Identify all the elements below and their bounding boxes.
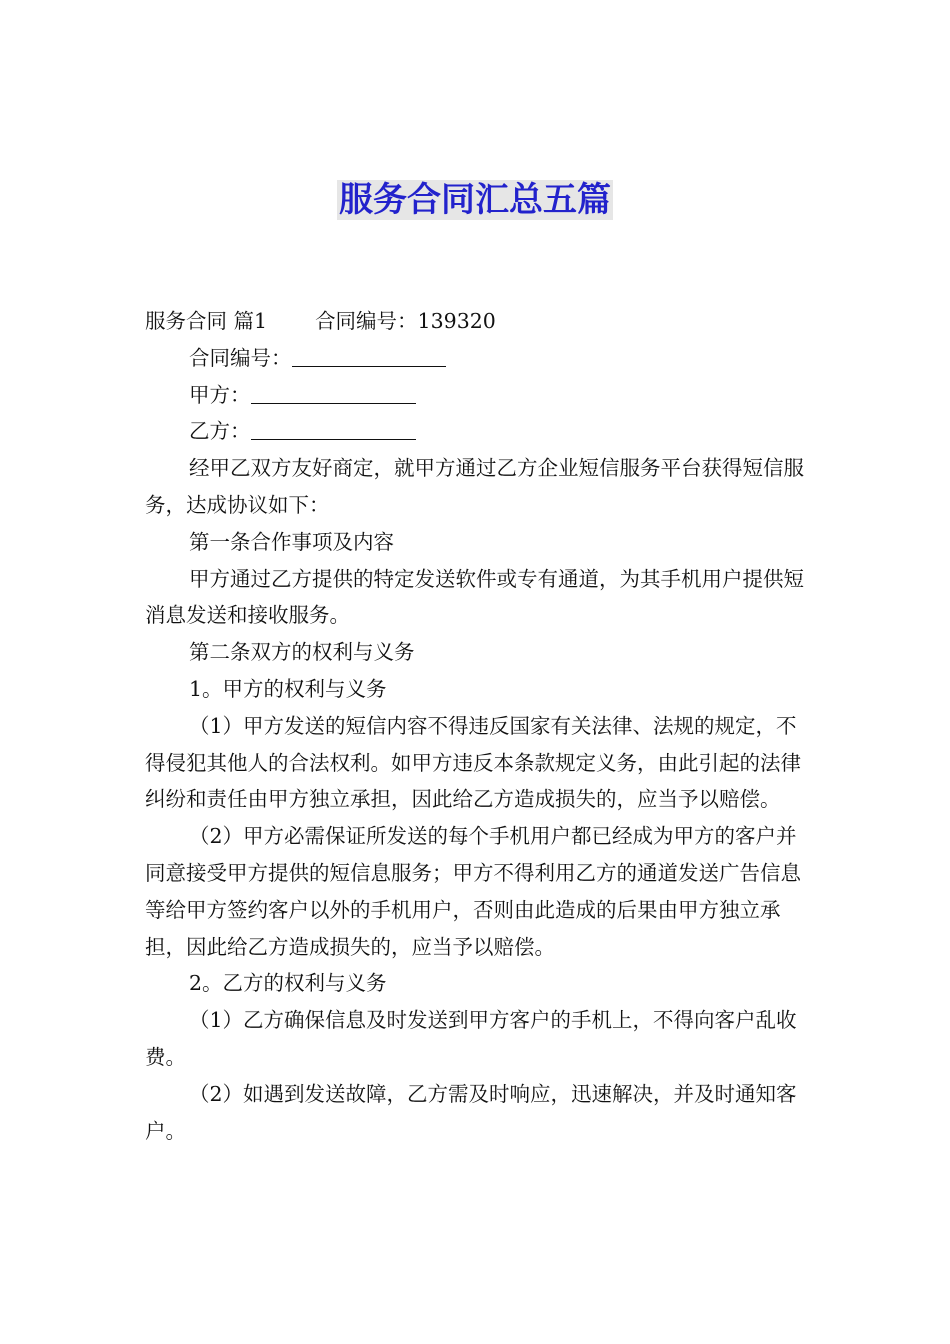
section2-item1: （1）乙方确保信息及时发送到甲方客户的手机上，不得向客户乱收费。 bbox=[145, 1008, 797, 1069]
contract-number-label: 合同编号： bbox=[189, 345, 292, 370]
article2-heading: 第二条双方的权利与义务 bbox=[189, 640, 415, 665]
party-b-blank bbox=[251, 415, 416, 440]
contract-header-line bbox=[145, 303, 810, 340]
party-b-label: 乙方： bbox=[189, 419, 251, 444]
section2-heading: 2。乙方的权利与义务 bbox=[189, 971, 387, 996]
party-a-field bbox=[145, 377, 810, 414]
intro-paragraph: 经甲乙双方友好商定，就甲方通过乙方企业短信服务平台获得短信服务，达成协议如下： bbox=[145, 456, 804, 517]
section1-item1: （1）甲方发送的短信内容不得违反国家有关法律、法规的规定，不得侵犯其他人的合法权利。如甲方违反本条款规定义务，由此引起的法律纠纷和责任由甲方独立承担，因此给乙方造成损失的，应当予以赔偿。 bbox=[145, 713, 801, 812]
article1-paragraph: 甲方通过乙方提供的特定发送软件或专有通道，为其手机用户提供短消息发送和接收服务。 bbox=[145, 566, 804, 628]
contract-section-label: 服务合同 篇1 bbox=[145, 309, 268, 333]
party-a-blank bbox=[251, 379, 416, 404]
section1-heading: 1。甲方的权利与义务 bbox=[189, 676, 387, 701]
document-body bbox=[145, 303, 810, 1149]
document-title bbox=[0, 172, 950, 228]
article1-heading: 第一条合作事项及内容 bbox=[189, 529, 394, 554]
contract-number-field bbox=[145, 340, 810, 377]
party-a-label: 甲方： bbox=[189, 382, 251, 407]
section1-item2: （2）甲方必需保证所发送的每个手机用户都已经成为甲方的客户并同意接受甲方提供的短信息服务；甲方不得利用乙方的通道发送广告信息等给甲方签约客户以外的手机用户，否则由此造成的后果由甲方独立承担，因此给乙方造成损失的，应当予以赔偿。 bbox=[145, 824, 801, 959]
contract-number-text: 合同编号：139320 bbox=[315, 309, 496, 333]
contract-number-blank bbox=[292, 342, 446, 367]
party-b-field bbox=[145, 413, 810, 450]
document-title-text: 服务合同汇总五篇 bbox=[339, 180, 611, 220]
section2-item2: （2）如遇到发送故障，乙方需及时响应，迅速解决，并及时通知客户。 bbox=[145, 1081, 797, 1143]
